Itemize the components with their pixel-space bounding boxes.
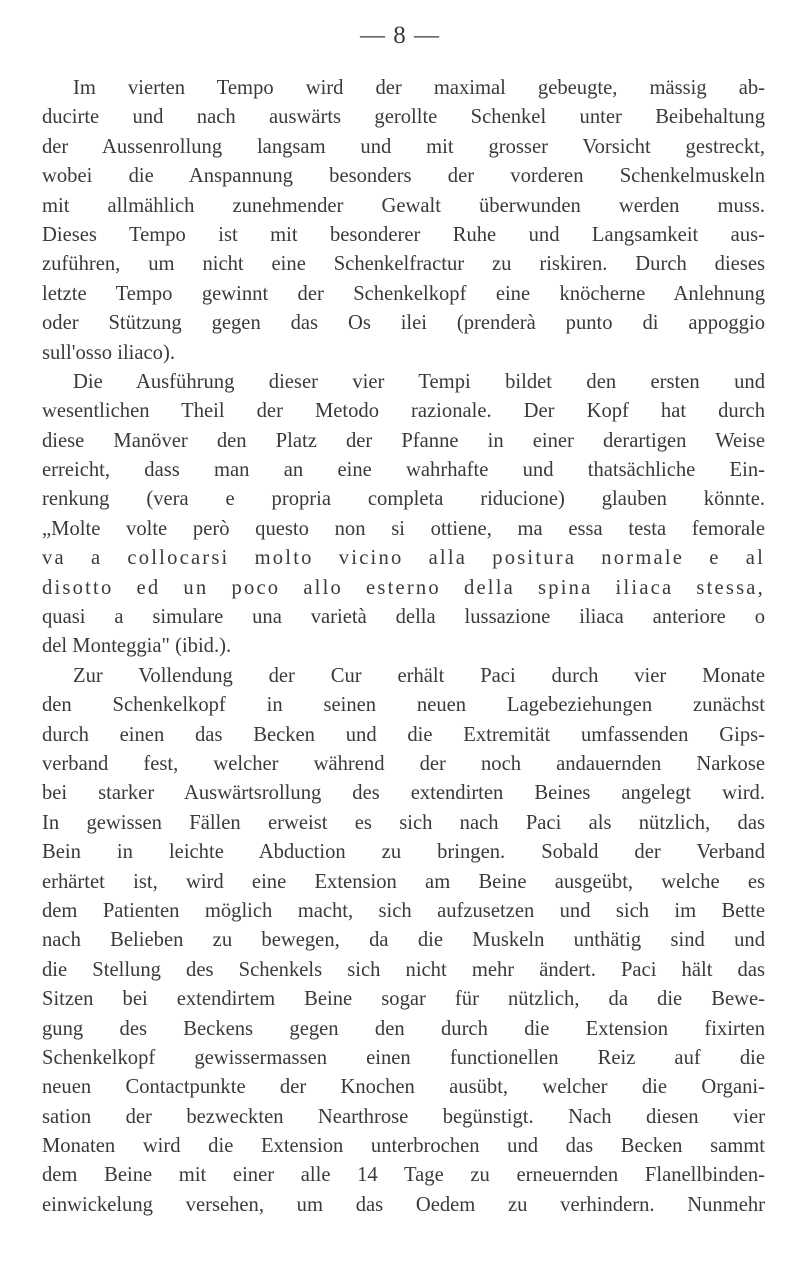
text-line: dem Beine mit einer alle 14 Tage zu erneuernden Flanellbinden- [42, 1164, 765, 1187]
text-line: neuen Contactpunkte der Knochen ausübt, welcher die Organi- [42, 1076, 765, 1099]
text-line: wesentlichen Theil der Metodo razionale. Der Kopf hat durch [42, 400, 765, 423]
text-line: „Molte volte però questo non si ottiene, ma essa testa femorale [42, 517, 765, 540]
text-line: der Aussenrollung langsam und mit grosser Vorsicht gestreckt, [42, 135, 765, 158]
text-line: Bein in leichte Abduction zu bringen. Sobald der Verband [42, 841, 765, 864]
text-line: mit allmählich zunehmender Gewalt überwunden werden muss. [42, 194, 765, 217]
text-line: va a collocarsi molto vicino alla positura normale e al [42, 547, 765, 570]
text-line: ducirte und nach auswärts gerollte Schenkel unter Beibehaltung [42, 106, 765, 129]
text-line: erreicht, dass man an eine wahrhafte und thatsächliche Ein- [42, 459, 765, 482]
text-line: einwickelung versehen, um das Oedem zu verhindern. Nunmehr [42, 1193, 765, 1216]
text-line: bei starker Auswärtsrollung des extendirten Beines angelegt wird. [42, 782, 765, 805]
text-line: Im vierten Tempo wird der maximal gebeugte, mässig ab- [73, 77, 765, 99]
text-line: Schenkelkopf gewissermassen einen functionellen Reiz auf die [42, 1046, 765, 1069]
text-line: oder Stützung gegen das Os ilei (prenderà punto di appoggio [42, 312, 765, 335]
text-line: letzte Tempo gewinnt der Schenkelkopf eine knöcherne Anlehnung [42, 282, 765, 305]
text-line: dem Patienten möglich macht, sich aufzusetzen und sich im Bette [42, 899, 765, 922]
text-line: erhärtet ist, wird eine Extension am Beine ausgeübt, welche es [42, 870, 765, 893]
text-line: nach Belieben zu bewegen, da die Muskeln unthätig sind und [42, 929, 765, 952]
text-line: disotto ed un poco allo esterno della spina iliaca stessa, [42, 576, 765, 599]
text-line: del Monteggia" (ibid.). [42, 635, 232, 658]
paragraph-1 [42, 74, 765, 368]
paragraph-3 [42, 662, 765, 1220]
text-line: Monaten wird die Extension unterbrochen und das Becken sammt [42, 1135, 765, 1158]
text-line: Sitzen bei extendirtem Beine sogar für nützlich, da die Bewe- [42, 988, 765, 1011]
text-line: quasi a simulare una varietà della lussazione iliaca anteriore o [42, 606, 765, 629]
text-line: wobei die Anspannung besonders der vorderen Schenkelmuskeln [42, 165, 765, 188]
text-line: zuführen, um nicht eine Schenkelfractur zu riskiren. Durch dieses [42, 253, 765, 276]
paragraph-2 [42, 368, 765, 662]
page-number: — 8 — [360, 22, 440, 49]
text-line: sation der bezweckten Nearthrose begünstigt. Nach diesen vier [42, 1105, 765, 1128]
text-line: verband fest, welcher während der noch andauernden Narkose [42, 752, 765, 775]
text-line: Zur Vollendung der Cur erhält Paci durch vier Monate [73, 664, 765, 687]
text-line: diese Manöver den Platz der Pfanne in einer derartigen Weise [42, 429, 765, 452]
text-line: die Stellung des Schenkels sich nicht mehr ändert. Paci hält das [42, 958, 765, 981]
text-line: gung des Beckens gegen den durch die Extension fixirten [42, 1017, 765, 1040]
text-line: sull'osso iliaco). [42, 341, 175, 364]
text-line: durch einen das Becken und die Extremität umfassenden Gips- [42, 723, 765, 746]
body-text [42, 74, 765, 1220]
text-line: den Schenkelkopf in seinen neuen Lagebeziehungen zunächst [42, 694, 765, 717]
text-line: In gewissen Fällen erweist es sich nach Paci als nützlich, das [42, 811, 765, 834]
text-line: Dieses Tempo ist mit besonderer Ruhe und Langsamkeit aus- [42, 223, 765, 246]
text-line: Die Ausführung dieser vier Tempi bildet den ersten und [73, 370, 765, 393]
text-line: renkung (vera e propria completa riducione) glauben könnte. [42, 488, 765, 511]
